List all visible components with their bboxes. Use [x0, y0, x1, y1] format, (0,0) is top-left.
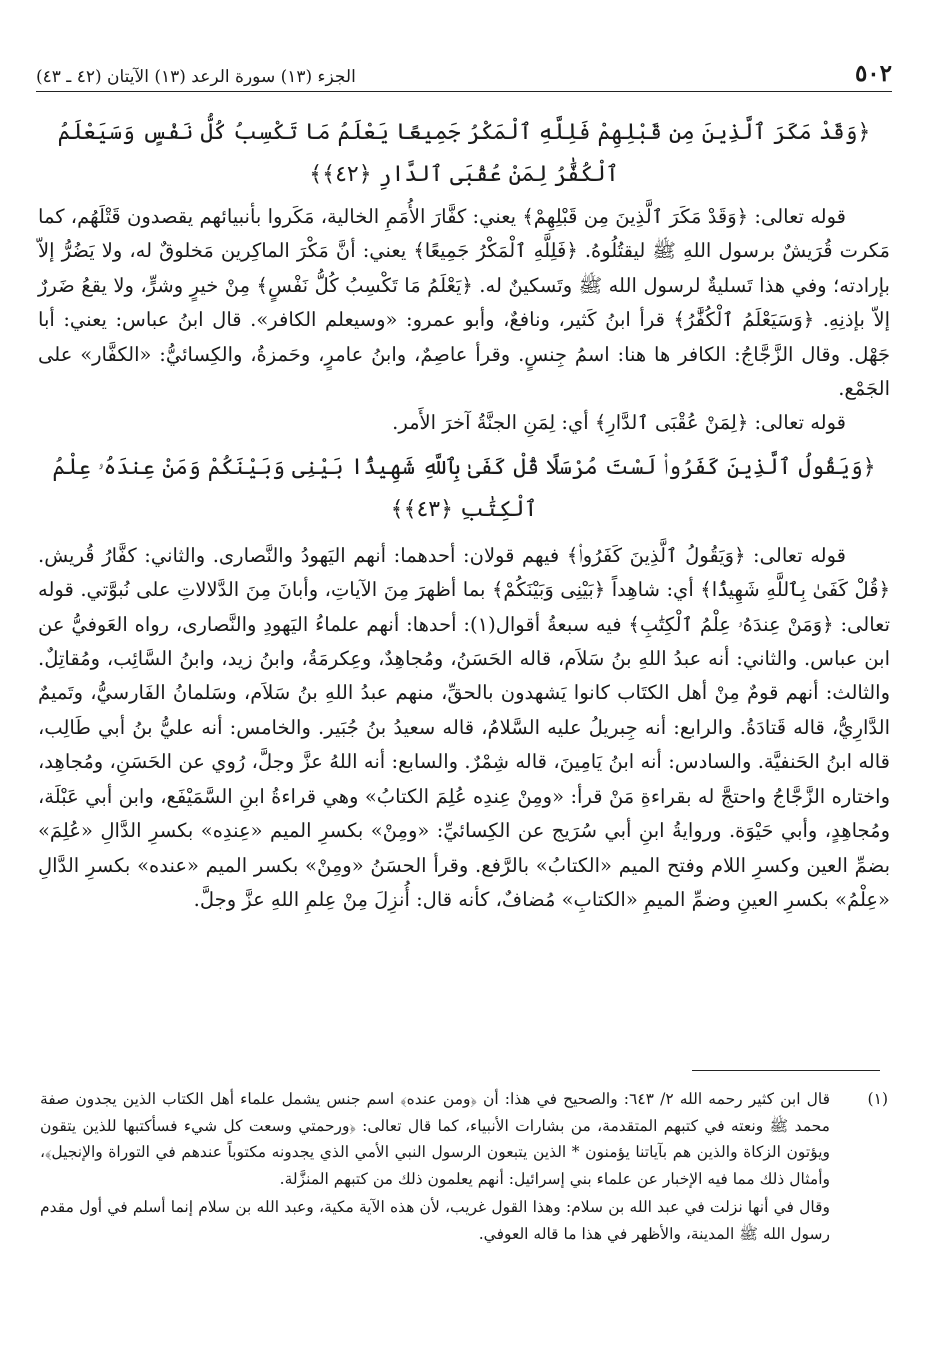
commentary-43-paragraph-1: قوله تعالى: ﴿وَيَقُولُ ٱلَّذِينَ كَفَرُوا۟﴾ فيهم قولان: أحدهما: أنهم اليَهودُ والنَّصارى. والثاني: كفَّارُ قُريش. ﴿قُلْ كَفَىٰ بِٱللَّهِ شَهِيدًۢا﴾ أي: شاهِداً ﴿بَيْنِى وَبَيْنَكُمْ﴾ بما أظهرَ مِنَ الآياتِ، وأبانَ مِنَ الدَّلالاتِ على نُبوَّتي. قوله تعالى: ﴿وَمَنْ عِندَهُۥ عِلْمُ ٱلْكِتَٰبِ﴾ فيه سبعةُ أقوال(١): أحدها: أنهم علماءُ اليَهودِ والنَّصارى، رواه العَوفيُّ عن ابن عباس. والثاني: أنه عبدُ اللهِ بنُ سَلاَم، قاله الحَسَنُ، ومُجاهِدٌ، وعِكرمَةُ، وابنُ زيد، وابنُ السَّائِب، ومُقاتِلٌ. والثالث: أنهم قومٌ مِنْ أهل الكتَاب كانوا يَشهدون بالحقِّ، منهم عبدُ اللهِ بنُ سَلاَم، وسَلمانُ الفَارسيُّ، وتَميمٌ الدَّارِيُّ، قاله قَتادَةُ. والرابع: أنه جِبريلُ عليه السَّلامُ، قاله سعيدُ بنُ جُبَير. والخامس: أنه عليُّ بنُ أبي طَالِب، قاله ابنُ الحَنفيَّة. والسادس: أنه ابنُ يَامِينَ، قاله شِمْرٌ. والسابع: أنه اللهُ عزَّ وجلَّ، رُوي عن الحَسَنِ، ومُجاهِد، واختاره الزَّجَّاجُ واحتجَّ له بقراءةِ مَنْ قرأ: «ومِنْ عِندِه عُلِمَ الكتابُ» وهي قراءةُ ابنِ السَّمَيْفَع، وابن أبي عَبْلَة، ومُجاهِدٍ، وأبي حَيْوَة. وروايةُ ابنِ أبي سُرَيج عن الكِسائيِّ: «ومِنْ» بكسرِ الميم «عِندِه» بكسرِ الدَّالِ «عُلِمَ» بضمِّ العين وكسرِ اللام وفتح الميم «الكتابُ» بالرَّفع. وقرأ الحسَنُ «ومِنْ» بكسر الميم «عنده» بكسرِ الدَّالِ «عِلْمُ» بكسرِ العينِ وضمِّ الميمِ «الكتابِ» مُضافٌ، كأنه قال: أُنزِلَ مِنْ عِلمِ اللهِ عزَّ وجلَّ. — [38, 543, 891, 911]
footnote-separator — [692, 1070, 880, 1071]
quran-verse-43: ﴿وَيَقُولُ ٱلَّذِينَ كَفَرُوا۟ لَسْتَ مُرْسَلًا قُلْ كَفَىٰ بِٱللَّهِ شَهِيدًۢا بَيْنِى وَبَيْنَكُمْ وَمَنْ عِندَهُۥ عِلْمُ ٱلْكِتَٰبِ ﴿٤٣﴾﴾ — [52, 454, 876, 522]
footnote-paragraph-1: قال ابن كثير رحمه الله ٢/ ٦٤٣: والصحيح في هذا: أن ﴿ومن عنده﴾ اسم جنس يشمل علماء أهل الكتاب الذين يجدون صفة محمد ﷺ ونعته في كتبهم المتقدمة، من بشارات الأنبياء، كما قال تعالى: ﴿ورحمتي وسعت كل شيء فسأكتبها للذين يتقون ويؤتون الزكاة والذين هم بآياتنا يؤمنون * الذين يتبعون الرسول النبي الأمي الذي يجدونه مكتوباً عندهم في التوراة والإنجيل﴾، وأمثال ذلك مما فيه الإخبار عن علماء بني إسرائيل: أنهم يعلمون ذلك من كتبهم المنزَّلة. — [40, 1090, 830, 1188]
commentary-42-paragraph-1: قوله تعالى: ﴿وَقَدْ مَكَرَ ٱلَّذِينَ مِن قَبْلِهِمْ﴾ يعني: كفَّارَ الأُمَمِ الخالية، مَكَروا بأنبيائهم يقصدون قَتْلَهُم، كما مَكرت قُرَيشٌ برسول اللهِ ﷺ ليقتُلُوهُ. ﴿فَلِلَّهِ ٱلْمَكْرُ جَمِيعًا﴾ يعني: أنَّ مَكْرَ الماكِرين مَخلوقٌ له، ولا يَضُرُّ إلاّ بإرادته؛ وفي هذا تَسليةٌ لرسول الله ﷺ وتَسكينٌ له. ﴿يَعْلَمُ مَا تَكْسِبُ كُلُّ نَفْسٍ﴾ مِنْ خيرٍ وشرٍّ، ولا يقعُ ضَررٌ إلاّ بإذنِهِ. ﴿وَسَيَعْلَمُ ٱلْكُفَّٰرُ﴾ قرأ ابنُ كَثير، ونافعٌ، وأبو عمرو: «وسيعلم الكافر». قال ابنُ عباس: يعني: أبا جَهْل. وقال الزَّجَّاجُ: الكافر ها هنا: اسمُ جِنسٍ. وقرأ عاصِمٌ، وابنُ عامرٍ، وحَمزةُ، والكِسائيُّ: «الكفَّار» على الجَمْع. — [38, 205, 890, 401]
footnotes — [40, 1086, 888, 1247]
footnote-marker: (١) — [867, 1090, 888, 1108]
footnote-paragraph-2: وقال في أنها نزلت في عبد الله بن سلام: وهذا القول غريب، لأن هذه الآية مكية، وعبد الله بن سلام إنما أسلم في أول مقدم رسول الله ﷺ المدينة، والأظهر في هذا ما قاله العوفي. — [40, 1198, 830, 1243]
main-text — [38, 112, 890, 917]
quran-verse-42: ﴿وَقَدْ مَكَرَ ٱلَّذِينَ مِن قَبْلِهِمْ فَلِلَّهِ ٱلْمَكْرُ جَمِيعًا يَعْلَمُ مَا تَكْسِبُ كُلُّ نَفْسٍ وَسَيَعْلَمُ ٱلْكُفَّٰرُ لِمَنْ عُقْبَى ٱلدَّارِ ﴿٤٢﴾﴾ — [57, 120, 871, 187]
commentary-42-paragraph-2: قوله تعالى: ﴿لِمَنْ عُقْبَى ٱلدَّارِ﴾ أي: لِمَنِ الجنَّةُ آخرَ الأَمر. — [392, 411, 846, 435]
page-header — [36, 50, 892, 92]
running-title: الجزء (١٣) سورة الرعد (١٣) الآيتان (٤٢ ـ ٤٣) — [36, 67, 356, 87]
footnote-body — [40, 1086, 830, 1247]
page-number: ٥٠٢ — [854, 60, 892, 87]
footnote-1 — [40, 1086, 888, 1247]
